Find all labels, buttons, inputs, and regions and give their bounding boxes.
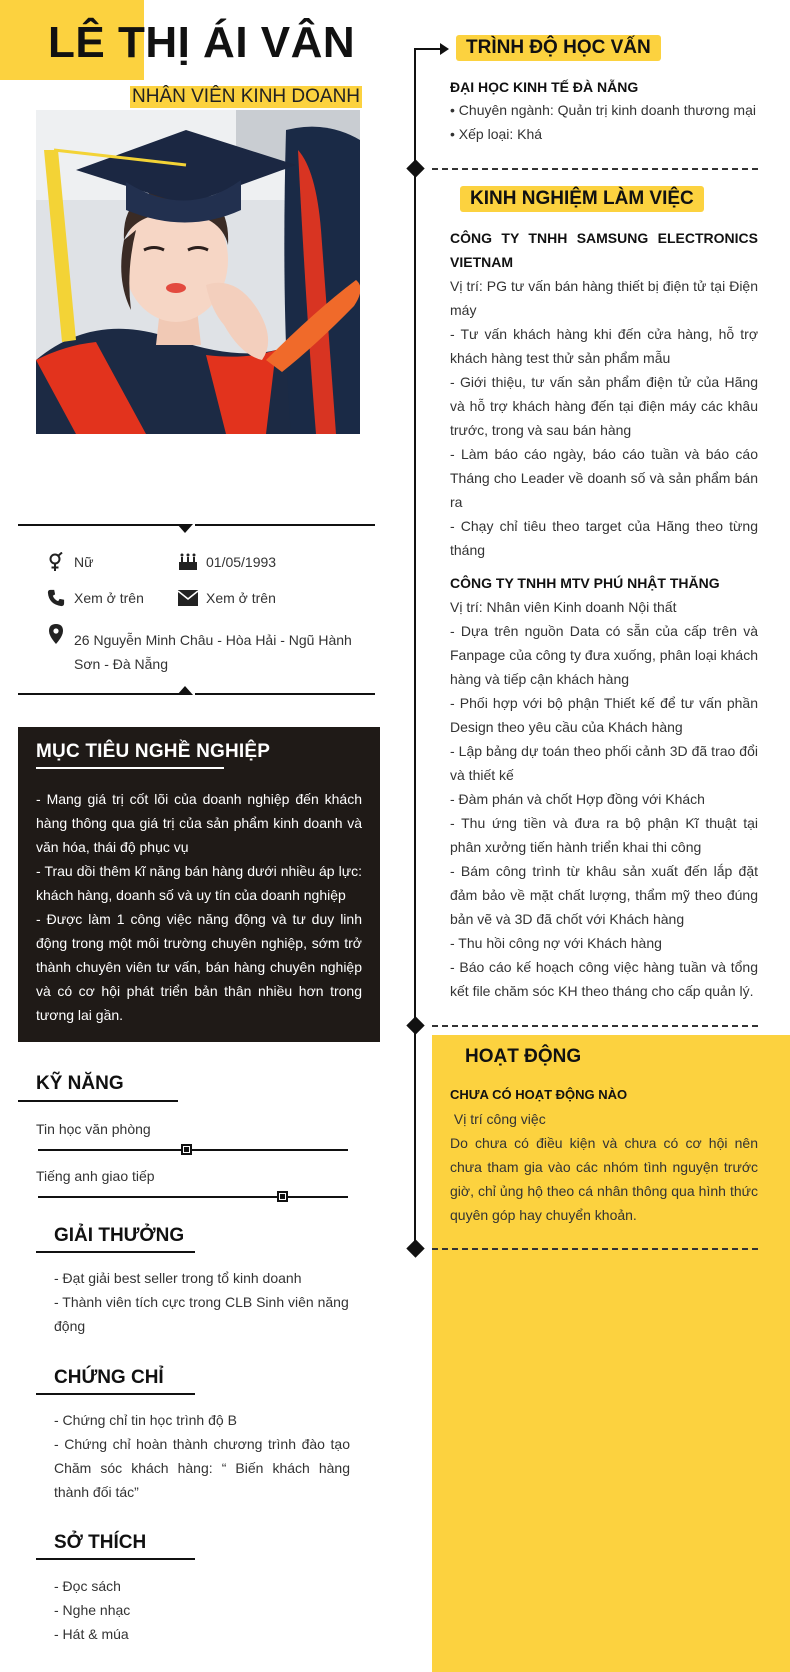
job1-description: Vị trí: PG tư vấn bán hàng thiết bị điện tử tại Điện máy - Tư vấn khách hàng khi đến cửa hàng, hỗ trợ khách hàng test thử sản phẩm mẫu - Giới thiệu, tư vấn sản phẩm điện tử của Hãng và hỗ trợ khách hàng đến tại điện máy các khâu trước, trong và sau bán hàng - Làm báo cáo ngày, báo cáo tuần và báo cáo Tháng cho Leader về doanh số và sản phẩm bán ra - Chạy chỉ tiêu theo target của Hãng theo từng tháng	[450, 278, 758, 558]
section-separator	[432, 168, 758, 170]
title-underline	[36, 767, 224, 769]
activities-description: Do chưa có điều kiện và chưa có cơ hội nên chưa tham gia vào các nhóm tình nguyện trước giờ, chỉ ủng hộ theo cá nhân thông qua hình thức quyên góp hay chuyển khoản.	[450, 1135, 758, 1223]
awards-text: - Đạt giải best seller trong tổ kinh doanh - Thành viên tích cực trong CLB Sinh viên năng động	[54, 1270, 349, 1334]
activities-position: Vị trí công việc	[450, 1111, 546, 1127]
divider	[195, 524, 375, 526]
job-title: NHÂN VIÊN KINH DOANH	[132, 86, 361, 107]
skill-label-office: Tin học văn phòng	[36, 1121, 151, 1137]
hobbies-title: SỞ THÍCH	[54, 1532, 147, 1553]
gender-icon	[46, 552, 66, 572]
title-underline	[36, 1251, 195, 1253]
envelope-icon	[178, 588, 198, 608]
phone-value: Xem ở trên	[74, 590, 144, 606]
career-objective-title: MỤC TIÊU NGHỀ NGHIỆP	[36, 741, 271, 762]
timeline-diamond	[406, 159, 424, 177]
address-line-2: Sơn - Đà Nẵng	[74, 656, 169, 672]
skill-label-english: Tiếng anh giao tiếp	[36, 1168, 155, 1184]
activities-org: CHƯA CÓ HOẠT ĐỘNG NÀO	[450, 1087, 628, 1102]
title-underline	[18, 1100, 178, 1102]
career-objective-text: - Mang giá trị cốt lõi của doanh nghiệp đến khách hàng thông qua giá trị của sản phẩm kinh doanh và văn hóa, thái độ phục vụ - Trau dồi thêm kĩ năng bán hàng dưới nhiều áp lực: khách hàng, doanh số và uy tín của doanh nghiệp - Được làm 1 công việc năng động và tư duy linh động trong một môi trường chuyên nghiệp, sớm trở thành chuyên viên tư vấn, bán hàng chuyên nghiệp và có cơ hội phát triển bản thân nhiều hơn trong tương lai gần.	[36, 791, 362, 1023]
divider-arrow	[177, 524, 193, 533]
certificates-text: - Chứng chỉ tin học trình độ B - Chứng chỉ hoàn thành chương trình đào tạo Chăm sóc khách hàng: “ Biến khách hàng thành đối tác”	[54, 1412, 350, 1500]
timeline-line	[414, 50, 416, 1248]
education-title: TRÌNH ĐỘ HỌC VẤN	[456, 35, 661, 61]
timeline-connector	[414, 48, 442, 50]
career-objective-section	[18, 727, 380, 1042]
job2-company: CÔNG TY TNHH MTV PHÚ NHẬT THĂNG	[450, 575, 720, 591]
birthday-cake-icon	[178, 551, 198, 571]
job1-company: CÔNG TY TNHH SAMSUNG ELECTRONICS VIETNAM	[450, 230, 758, 270]
timeline-diamond	[406, 1239, 424, 1257]
certificates-title: CHỨNG CHỈ	[54, 1367, 164, 1388]
education-school: ĐẠI HỌC KINH TẾ ĐÀ NẴNG	[450, 79, 639, 95]
skill-level-knob[interactable]	[277, 1191, 288, 1202]
email-value: Xem ở trên	[206, 590, 276, 606]
title-underline	[36, 1558, 195, 1560]
skill-level-knob[interactable]	[181, 1144, 192, 1155]
activities-title: HOẠT ĐỘNG	[465, 1046, 582, 1067]
experience-title: KINH NGHIỆM LÀM VIỆC	[460, 186, 704, 212]
divider	[195, 693, 375, 695]
address-line-1: 26 Nguyễn Minh Châu - Hòa Hải - Ngũ Hành	[74, 632, 352, 648]
gender-value: Nữ	[74, 554, 94, 570]
profile-photo	[36, 110, 360, 434]
hobbies-text: - Đọc sách - Nghe nhạc - Hát & múa	[54, 1578, 131, 1642]
section-separator	[432, 1248, 758, 1250]
section-separator	[432, 1025, 758, 1027]
skill-bar-office	[38, 1149, 348, 1151]
divider	[18, 524, 179, 526]
birthday-value: 01/05/1993	[206, 554, 277, 570]
candidate-name: LÊ THỊ ÁI VÂN	[48, 18, 356, 67]
skill-bar-english	[38, 1196, 348, 1198]
education-grade: • Xếp loại: Khá	[450, 126, 543, 142]
divider-arrow	[177, 686, 193, 695]
timeline-arrow-icon	[440, 43, 449, 55]
education-major: • Chuyên ngành: Quản trị kinh doanh thương mại	[450, 102, 756, 118]
title-underline	[36, 1393, 195, 1395]
timeline-diamond	[406, 1016, 424, 1034]
map-pin-icon	[46, 624, 66, 644]
phone-icon	[46, 588, 66, 608]
skills-title: KỸ NĂNG	[36, 1073, 124, 1094]
divider	[18, 693, 179, 695]
awards-title: GIẢI THƯỞNG	[54, 1225, 185, 1246]
job2-description: Vị trí: Nhân viên Kinh doanh Nội thất - Dựa trên nguồn Data có sẵn của cấp trên và Fanpage của công ty đưa xuống, phân loại khách hàng và tiếp cận khách hàng - Phối hợp với bộ phận Thiết kế để tư vấn phần Design theo yêu cầu của Khách hàng - Lập bảng dự toán theo phối cảnh 3D đã trao đổi và thiết kế - Đàm phán và chốt Hợp đồng với Khách - Thu ứng tiền và đưa ra bộ phận Kĩ thuật tại phân xưởng tiến hành triển khai thi công - Bám công trình từ khâu sản xuất đến lắp đặt đảm bảo về mặt chất lượng, thẩm mỹ theo đúng bản vẽ và 3D đã chốt với Khách hàng - Thu hồi công nợ với Khách hàng - Báo cáo kế hoạch công việc hàng tuần và tổng kết file chăm sóc KH theo tháng cho cấp quản lý.	[450, 599, 758, 999]
